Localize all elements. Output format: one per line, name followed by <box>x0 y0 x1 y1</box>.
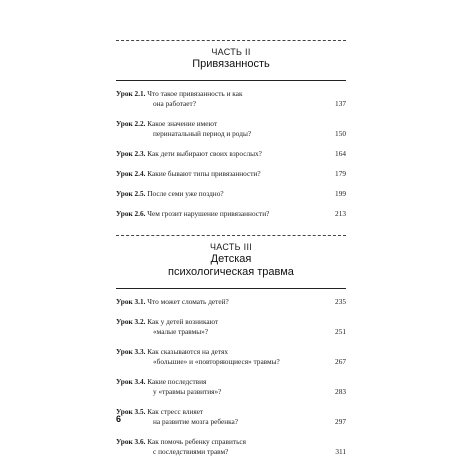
toc-entry[interactable] <box>116 347 346 367</box>
lesson-number: Урок 3.3. <box>116 347 146 356</box>
toc-entry[interactable] <box>116 169 346 179</box>
toc-entry[interactable] <box>116 437 346 457</box>
lesson-title-text: Что такое привязанность и как <box>147 89 243 98</box>
lesson-title-text: она работает? <box>153 99 196 108</box>
toc-entry[interactable] <box>116 189 346 199</box>
toc-entry[interactable] <box>116 119 346 139</box>
entry-first-line <box>116 89 320 99</box>
entry-page-number: 297 <box>335 417 346 426</box>
entry-first-line <box>116 189 320 199</box>
toc-entry[interactable] <box>116 89 346 109</box>
part-title: Привязанность <box>192 58 270 70</box>
lesson-title-text: «большие» и «повторяющиеся» травмы? <box>153 357 280 366</box>
part-rule <box>116 288 346 289</box>
lesson-title-text: Какое значение имеют <box>147 119 218 128</box>
toc-entry[interactable] <box>116 407 346 427</box>
part-rule <box>116 80 346 81</box>
part-header <box>116 242 346 279</box>
lesson-number: Урок 3.2. <box>116 317 146 326</box>
lesson-title-text: Чем грозит нарушение привязанности? <box>147 209 270 218</box>
part-label: ЧАСТЬ II <box>211 47 251 57</box>
entry-continuation-line <box>116 447 320 457</box>
entry-first-line <box>116 209 320 219</box>
lesson-title-text: перинатальный период и роды? <box>153 129 252 138</box>
entry-page-number: 283 <box>335 387 346 396</box>
entry-continuation-line <box>116 99 320 109</box>
lesson-title-text: Какие бывают типы привязанности? <box>147 169 261 178</box>
part-label: ЧАСТЬ III <box>209 242 253 252</box>
entry-continuation-line <box>116 327 320 337</box>
entry-first-line <box>116 437 320 447</box>
lesson-title-text: Как помочь ребенку справиться <box>147 437 247 446</box>
lesson-number: Урок 2.3. <box>116 149 146 158</box>
entry-page-number: 267 <box>335 357 346 366</box>
lesson-number: Урок 3.4. <box>116 377 146 386</box>
part-title: психологическая травма <box>168 266 294 278</box>
lesson-title-text: Как сказываются на детях <box>147 347 228 356</box>
entry-page-number: 311 <box>335 447 346 456</box>
entry-first-line <box>116 407 320 417</box>
entry-first-line <box>116 347 320 357</box>
page-number: 6 <box>116 414 122 424</box>
entry-first-line <box>116 317 320 327</box>
lesson-title-text: Как дети выбирают своих взрослых? <box>147 149 262 158</box>
dashed-divider <box>116 40 346 41</box>
entry-first-line <box>116 297 320 307</box>
lesson-number: Урок 2.4. <box>116 169 146 178</box>
dashed-divider <box>116 235 346 236</box>
lesson-title-text: Какие последствия <box>147 377 207 386</box>
entry-continuation-line <box>116 417 320 427</box>
entry-first-line <box>116 149 320 159</box>
entry-page-number: 164 <box>335 149 346 158</box>
lesson-number: Урок 3.5. <box>116 407 146 416</box>
entry-page-number: 137 <box>335 99 346 108</box>
lesson-number: Урок 3.1. <box>116 297 146 306</box>
lesson-number: Урок 2.1. <box>116 89 146 98</box>
lesson-number: Урок 2.2. <box>116 119 146 128</box>
lesson-number: Урок 2.6. <box>116 209 146 218</box>
entry-page-number: 235 <box>335 297 346 306</box>
lesson-title-text: «малые травмы»? <box>153 327 209 336</box>
entry-first-line <box>116 169 320 179</box>
lesson-title-text: После семи уже поздно? <box>147 189 224 198</box>
toc-entry[interactable] <box>116 317 346 337</box>
lesson-number: Урок 3.6. <box>116 437 146 446</box>
toc-entry[interactable] <box>116 297 346 307</box>
part-header <box>116 47 346 71</box>
entry-continuation-line <box>116 357 320 367</box>
entry-first-line <box>116 377 320 387</box>
lesson-title-text: на развитие мозга ребенка? <box>153 417 239 426</box>
entry-page-number: 251 <box>335 327 346 336</box>
entry-page-number: 179 <box>335 169 346 178</box>
lesson-title-text: с последствиями травм? <box>153 447 229 456</box>
table-of-contents <box>116 40 346 467</box>
part-title: Детская <box>210 253 252 265</box>
toc-entry[interactable] <box>116 209 346 219</box>
lesson-number: Урок 2.5. <box>116 189 146 198</box>
toc-entry[interactable] <box>116 377 346 397</box>
entry-page-number: 213 <box>335 209 346 218</box>
lesson-title-text: Как стресс влияет <box>147 407 204 416</box>
entry-first-line <box>116 119 320 129</box>
entry-page-number: 150 <box>335 129 346 138</box>
entry-continuation-line <box>116 129 320 139</box>
entry-page-number: 199 <box>335 189 346 198</box>
entry-continuation-line <box>116 387 320 397</box>
lesson-title-text: у «травмы развития»? <box>153 387 222 396</box>
lesson-title-text: Что может сломать детей? <box>147 297 229 306</box>
toc-entry[interactable] <box>116 149 346 159</box>
lesson-title-text: Как у детей возникают <box>147 317 219 326</box>
